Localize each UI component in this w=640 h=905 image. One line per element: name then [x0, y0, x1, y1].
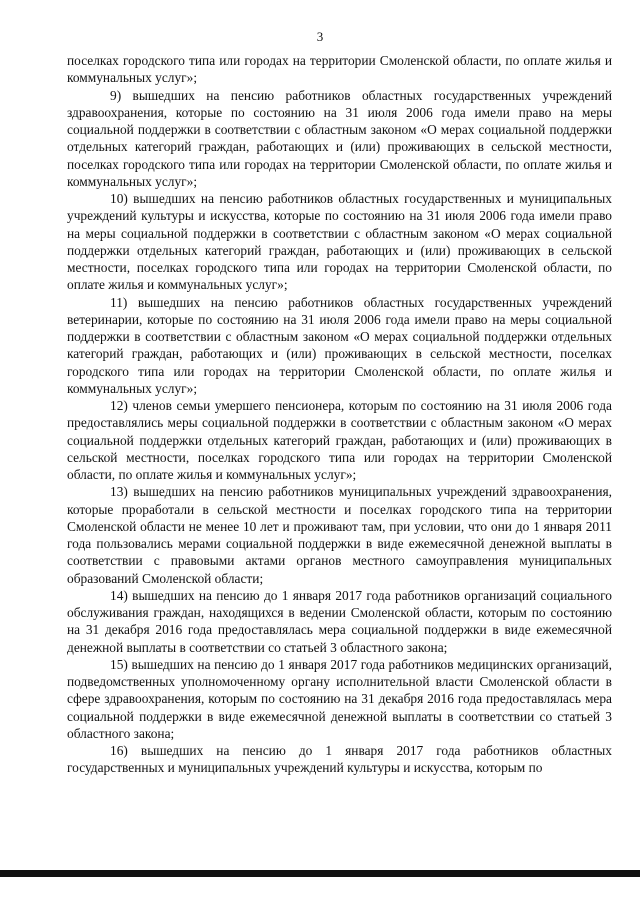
list-item-10: 10) вышедших на пенсию работников областных государственных и муниципальных учреждений культуры и искусства, которые по состоянию на 31 июля 2006 года имели право на меры социальной поддержки в соответствии с областным законом «О мерах социальной поддержки отдельных категорий граждан, работающих и (или) проживающих в сельской местности, поселках городского типа или городах на территории Смоленской области, по оплате жилья и коммунальных услуг»;: [67, 191, 612, 293]
list-item-16: 16) вышедших на пенсию до 1 января 2017 года работников областных государственных и муниципальных учреждений культуры и искусства, которым по: [67, 743, 612, 776]
list-item-15: 15) вышедших на пенсию до 1 января 2017 года работников медицинских организаций, подведомственных уполномоченному органу исполнительной власти Смоленской области в сфере здравоохранения, которым по состоянию на 31 декабря 2016 года предоставлялась мера социальной поддержки в виде ежемесячной денежной выплаты в соответствии со статьей 3 областного закона;: [67, 656, 612, 741]
bottom-rule: [0, 870, 640, 877]
list-item-12: 12) членов семьи умершего пенсионера, которым по состоянию на 31 июля 2006 года предоставлялись меры социальной поддержки в соответствии с областным законом «О мерах социальной поддержки отдельных категорий граждан, работающих и (или) проживающих в сельской местности, поселках городского типа или городах на территории Смоленской области, по оплате жилья и коммунальных услуг»;: [67, 398, 612, 482]
list-item-14: 14) вышедших на пенсию до 1 января 2017 года работников организаций социального обслуживания граждан, находящихся в ведении Смоленской области, которым по состоянию на 31 декабря 2016 года предоставлялась мера социальной поддержки в виде ежемесячной денежной выплаты в соответствии со статьей 3 областного закона;: [67, 587, 612, 655]
list-item-13: 13) вышедших на пенсию работников муниципальных учреждений здравоохранения, которые проработали в сельской местности и поселках городского типа на территории Смоленской области не менее 10 лет и проживают там, при условии, что они до 1 января 2011 года пользовались мерами социальной поддержки в виде ежемесячной денежной выплаты в соответствии с правовыми актами органов местного самоуправления муниципальных образований Смоленской области;: [67, 484, 612, 586]
page-number: 3: [316, 29, 324, 44]
list-item-11: 11) вышедших на пенсию работников областных государственных учреждений ветеринарии, которые по состоянию на 31 июля 2006 года имели право на меры социальной поддержки в соответствии с областным законом «О мерах социальной поддержки отдельных категорий граждан, работающих и (или) проживающих в сельской местности, поселках городского типа или городах на территории Смоленской области, по оплате жилья и коммунальных услуг»;: [67, 294, 612, 396]
paragraph-continuation: поселках городского типа или городах на территории Смоленской области, по оплате жилья и коммунальных услуг»;: [67, 53, 612, 86]
document-body: [67, 52, 612, 777]
list-item-9: 9) вышедших на пенсию работников областных государственных учреждений здравоохранения, которые по состоянию на 31 июля 2006 года имели право на меры социальной поддержки в соответствии с областным законом «О мерах социальной поддержки отдельных категорий граждан, работающих и (или) проживающих в сельской местности, поселках городского типа или городах на территории Смоленской области, по оплате жилья и коммунальных услуг»;: [67, 87, 612, 189]
